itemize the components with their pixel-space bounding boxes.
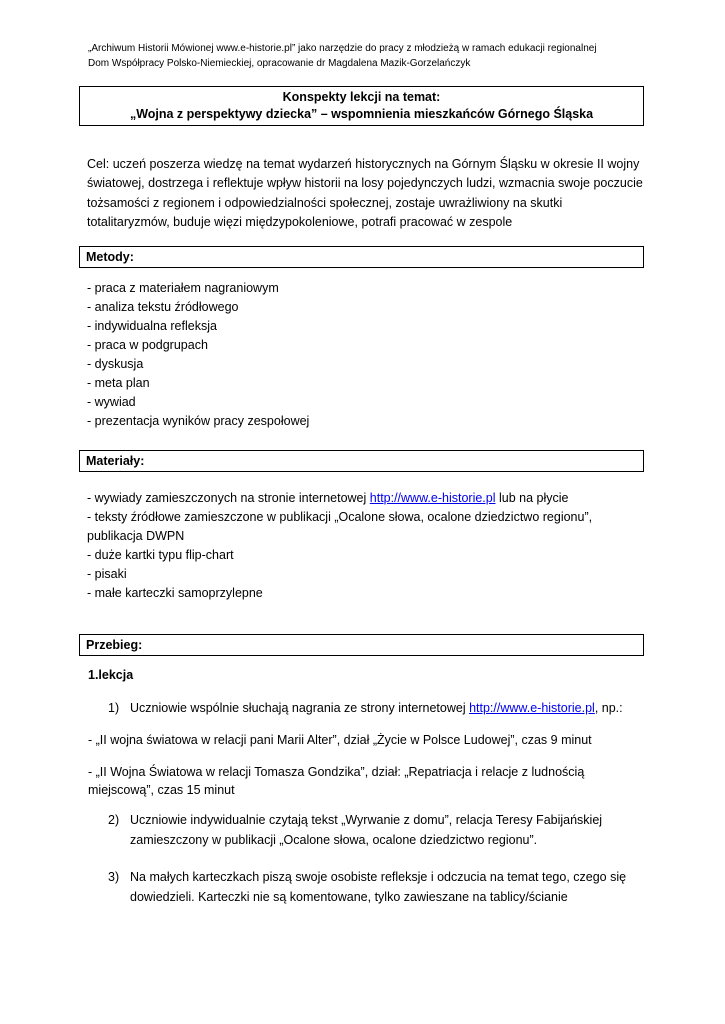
step-number: 3) [108, 870, 120, 884]
methods-heading: Metody: [86, 250, 134, 264]
step-1-text: Uczniowie wspólnie słuchają nagrania ze strony internetowej http://www.e-historie.pl, np.: [130, 701, 623, 715]
recording-2-line-1: - „II Wojna Światowa w relacji Tomasza Gondzika”, dział: „Repatriacja i relacje z ludnością [88, 765, 585, 779]
materials-heading: Materiały: [86, 454, 145, 468]
topic-title: „Wojna z perspektywy dziecka” – wspomnienia mieszkańców Górnego Śląska [129, 107, 594, 121]
recording-1: - „II wojna światowa w relacji pani Marii Alter”, dział „Życie w Polsce Ludowej”, czas 9 minut [88, 733, 592, 747]
list-item: - wywiad [87, 395, 136, 409]
step-number: 2) [108, 813, 120, 827]
step-number: 1) [108, 701, 120, 715]
methods-list [87, 279, 309, 431]
e-historie-link[interactable]: http://www.e-historie.pl [369, 491, 496, 505]
materials-list [87, 489, 592, 603]
methods-heading-box [79, 246, 644, 268]
list-item: - wywiady zamieszczonych na stronie internetowej http://www.e-historie.pl lub na płycie [87, 491, 569, 505]
e-historie-link[interactable]: http://www.e-historie.pl [469, 701, 595, 715]
header-line-2: Dom Współpracy Polsko-Niemieckiej, opracowanie dr Magdalena Mazik-Gorzelańczyk [88, 58, 471, 69]
step-3-text: Na małych karteczkach piszą swoje osobiste refleksje i odczucia na temat tego, czego się dowiedzieli. Karteczki nie są komentowane, tylko zawieszane na tablicy/ścianie [130, 870, 627, 904]
step-2-text: Uczniowie indywidualnie czytają tekst „Wyrwanie z domu”, relacja Teresy Fabijańskiej zamieszczony w publikacji „Ocalone słowa, ocalone dziedzictwo regionu”. [130, 813, 603, 847]
course-heading-box [79, 634, 644, 656]
topic-box [79, 86, 644, 126]
goal-paragraph: Cel: uczeń poszerza wiedzę na temat wydarzeń historycznych na Górnym Śląsku w okresie II wojny światowej, dostrzega i reflektuje wpływ historii na losy pojedynczych ludzi, wzmacnia swoje poczucie tożsamości z regionem i odpowiedzialności społecznej, zostaje uwrażliwiony na skutki totalitaryzmów, buduje więzi międzypokoleniowe, potrafi pracować w zespole [87, 157, 643, 229]
list-item: - meta plan [87, 376, 150, 390]
course-heading: Przebieg: [86, 638, 143, 652]
list-item: - duże kartki typu flip-chart [87, 548, 234, 562]
list-item: - praca z materiałem nagraniowym [87, 281, 279, 295]
list-item: - dyskusja [87, 357, 144, 371]
list-item: publikacja DWPN [87, 529, 185, 543]
header-line-1: „Archiwum Historii Mówionej www.e-historie.pl” jako narzędzie do pracy z młodzieżą w ramach edukacji regionalnej [88, 43, 597, 54]
list-item: - prezentacja wyników pracy zespołowej [87, 414, 310, 428]
materials-heading-box [79, 450, 644, 472]
topic-heading: Konspekty lekcji na temat: [282, 90, 441, 104]
lesson-heading: 1.lekcja [88, 668, 134, 682]
list-item: - pisaki [87, 567, 127, 581]
list-item: - indywidualna refleksja [87, 319, 217, 333]
page-header [88, 41, 597, 71]
recording-2-line-2: miejscową”, czas 15 minut [88, 783, 235, 797]
list-item: - analiza tekstu źródłowego [87, 300, 239, 314]
list-item: - praca w podgrupach [87, 338, 208, 352]
list-item: - małe karteczki samoprzylepne [87, 586, 263, 600]
list-item: - teksty źródłowe zamieszczone w publikacji „Ocalone słowa, ocalone dziedzictwo regionu”, [87, 510, 593, 524]
